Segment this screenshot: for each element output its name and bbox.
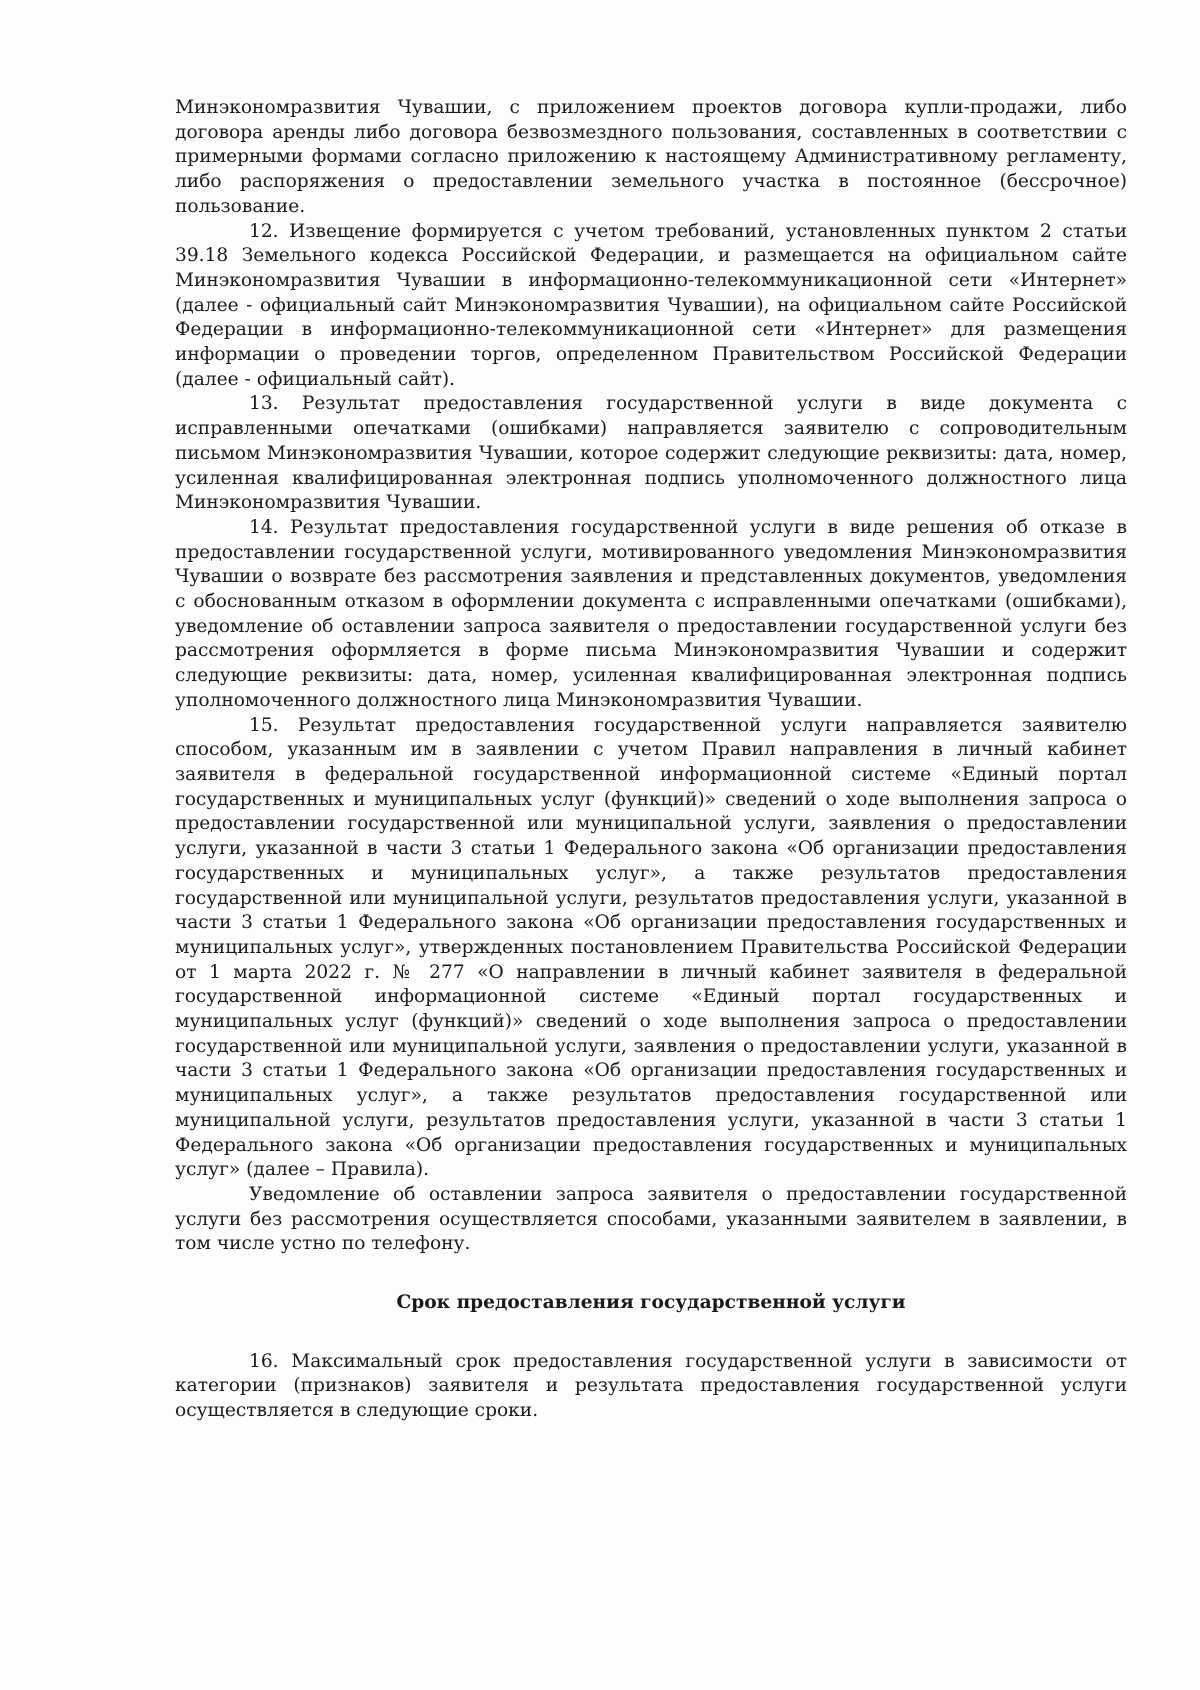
- paragraph-notification: Уведомление об оставлении запроса заявителя о предоставлении государственной услуги без рассмотрения осуществляется способами, указанными заявителем в заявлении, в том числе устно по телефону.: [175, 1183, 1127, 1255]
- section-heading: Срок предоставления государственной услуги: [396, 1292, 906, 1314]
- paragraph-14: 14. Результат предоставления государственной услуги в виде решения об отказе в предоставлении государственной услуги, мотивированного уведомления Минэкономразвития Чувашии о возврате без рассмотрения заявления и представленных документов, уведомления с обоснованным отказом в оформлении документа с исправленными опечатками (ошибками), уведомление об оставлении запроса заявителя о предоставлении государственной услуги без рассмотрения оформляется в форме письма Минэкономразвития Чувашии и содержит следующие реквизиты: дата, номер, усиленная квалифицированная электронная подпись уполномоченного должностного лица Минэкономразвития Чувашии.: [175, 516, 1127, 711]
- paragraph-continuation: Минэкономразвития Чувашии, с приложением проектов договора купли-продажи, либо договора аренды либо договора безвозмездного пользования, составленных в соответствии с примерными формами согласно приложению к настоящему Административному регламенту, либо распоряжения о предоставлении земельного участка в постоянное (бессрочное) пользование.: [175, 97, 1127, 217]
- document-body: [175, 96, 1127, 1424]
- paragraph-16: 16. Максимальный срок предоставления государственной услуги в зависимости от категории (признаков) заявителя и результата предоставления государственной услуги осуществляется в следующие сроки.: [175, 1350, 1127, 1422]
- paragraph-13: 13. Результат предоставления государственной услуги в виде документа с исправленными опечатками (ошибками) направляется заявителю с сопроводительным письмом Минэкономразвития Чувашии, которое содержит следующие реквизиты: дата, номер, усиленная квалифицированная электронная подпись уполномоченного должностного лица Минэкономразвития Чувашии.: [175, 393, 1127, 514]
- paragraph-12: 12. Извещение формируется с учетом требований, установленных пунктом 2 статьи 39.18 Земельного кодекса Российской Федерации, и размещается на официальном сайте Минэкономразвития Чувашии в информационно-телекоммуникационной сети «Интернет» (далее - официальный сайт Минэкономразвития Чувашии), на официальном сайте Российской Федерации в информационно-телекоммуникационной сети «Интернет» для размещения информации о проведении торгов, определенном Правительством Российской Федерации (далее - официальный сайт).: [175, 220, 1127, 390]
- paragraph-15: 15. Результат предоставления государственной услуги направляется заявителю способом, указанным им в заявлении с учетом Правил направления в личный кабинет заявителя в федеральной государственной информационной системе «Единый портал государственных и муниципальных услуг (функций)» сведений о ходе выполнения запроса о предоставлении государственной или муниципальной услуги, заявления о предоставлении услуги, указанной в части 3 статьи 1 Федерального закона «Об организации предоставления государственных и муниципальных услуг», а также результатов предоставления государственной или муниципальной услуги, результатов предоставления услуги, указанной в части 3 статьи 1 Федерального закона «Об организации предоставления государственных и муниципальных услуг», утвержденных постановлением Правительства Российской Федерации от 1 марта 2022 г. № 277 «О направлении в личный кабинет заявителя в федеральной государственной информационной системе «Единый портал государственных и муниципальных услуг (функций)» сведений о ходе выполнения запроса о предоставлении государственной или муниципальной услуги, заявления о предоставлении услуги, указанной в части 3 статьи 1 Федерального закона «Об организации предоставления государственных и муниципальных услуг», а также результатов предоставления государственной или муниципальной услуги, результатов предоставления услуги, указанной в части 3 статьи 1 Федерального закона «Об организации предоставления государственных и муниципальных услуг» (далее – Правила).: [175, 714, 1127, 1181]
